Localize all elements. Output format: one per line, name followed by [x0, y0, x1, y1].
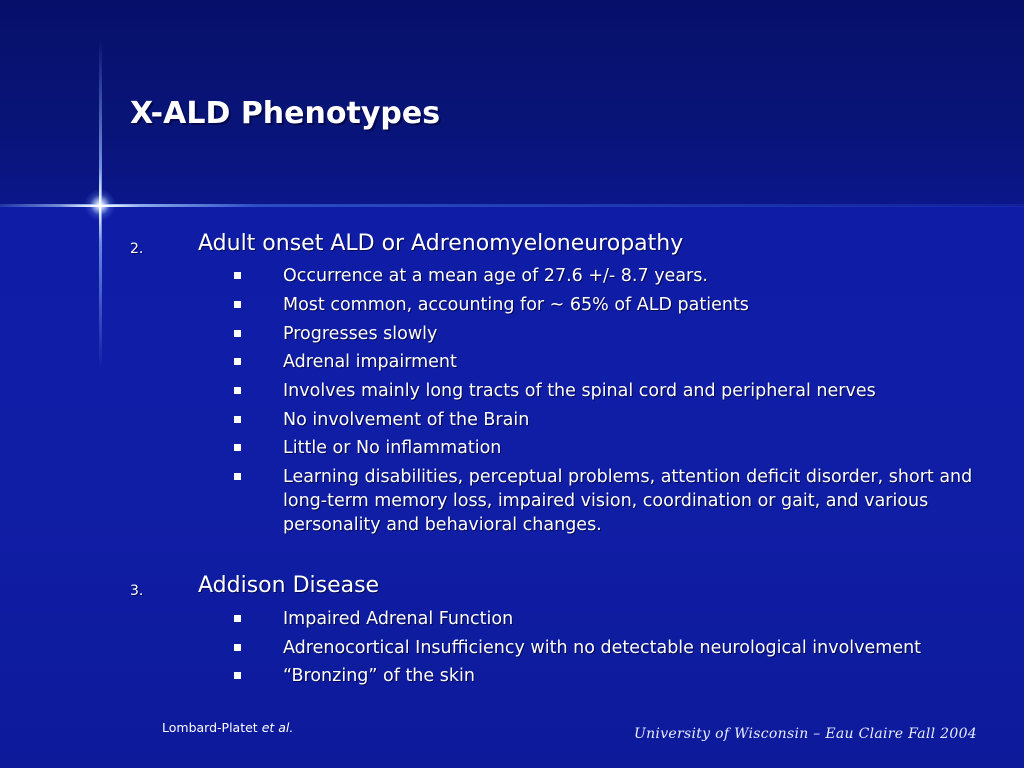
list-item-text: Progresses slowly	[283, 324, 438, 344]
citation	[162, 720, 293, 735]
list-item-text: Little or No inflammation	[283, 438, 502, 458]
section-title: Addison Disease	[198, 573, 380, 598]
list-item-text: “Bronzing” of the skin	[283, 666, 475, 686]
bullet-square-icon	[234, 301, 241, 308]
list-item-text: Involves mainly long tracts of the spinal cord and peripheral nerves	[283, 381, 876, 401]
list-item-text: Impaired Adrenal Function	[283, 609, 514, 629]
bullet-square-icon	[234, 644, 241, 651]
section-title: Adult onset ALD or Adrenomyeloneuropathy	[198, 231, 684, 256]
slide-footer: University of Wisconsin – Eau Claire Fall 2004	[634, 726, 977, 742]
bullet-square-icon	[234, 272, 241, 279]
bullet-square-icon	[234, 387, 241, 394]
bullet-square-icon	[234, 416, 241, 423]
list-item-text: No involvement of the Brain	[283, 410, 530, 430]
slide-title: X-ALD Phenotypes	[130, 96, 441, 131]
citation-author: Lombard-Platet	[162, 720, 258, 735]
list-item-text: Adrenal impairment	[283, 352, 457, 372]
decorative-horizontal-line	[0, 204, 1024, 207]
bullet-square-icon	[234, 444, 241, 451]
bullet-square-icon	[234, 330, 241, 337]
list-item-text: Most common, accounting for ~ 65% of ALD patients	[283, 295, 749, 315]
section-number: 2.	[130, 241, 144, 257]
list-item-text: Learning disabilities, perceptual problems, attention deficit disorder, short and long-term memory loss, impaired vision, coordination or gait, and various personality and behavioral changes.	[283, 467, 973, 535]
sparkle-ray-horizontal	[60, 205, 140, 207]
bullet-square-icon	[234, 358, 241, 365]
citation-etal: et al.	[261, 720, 294, 735]
bullet-square-icon	[234, 473, 241, 480]
bullet-square-icon	[234, 672, 241, 679]
bullet-square-icon	[234, 615, 241, 622]
section-number: 3.	[130, 583, 144, 599]
list-item-text: Adrenocortical Insufficiency with no detectable neurological involvement	[283, 638, 922, 658]
list-item-text: Occurrence at a mean age of 27.6 +/- 8.7 years.	[283, 266, 708, 286]
